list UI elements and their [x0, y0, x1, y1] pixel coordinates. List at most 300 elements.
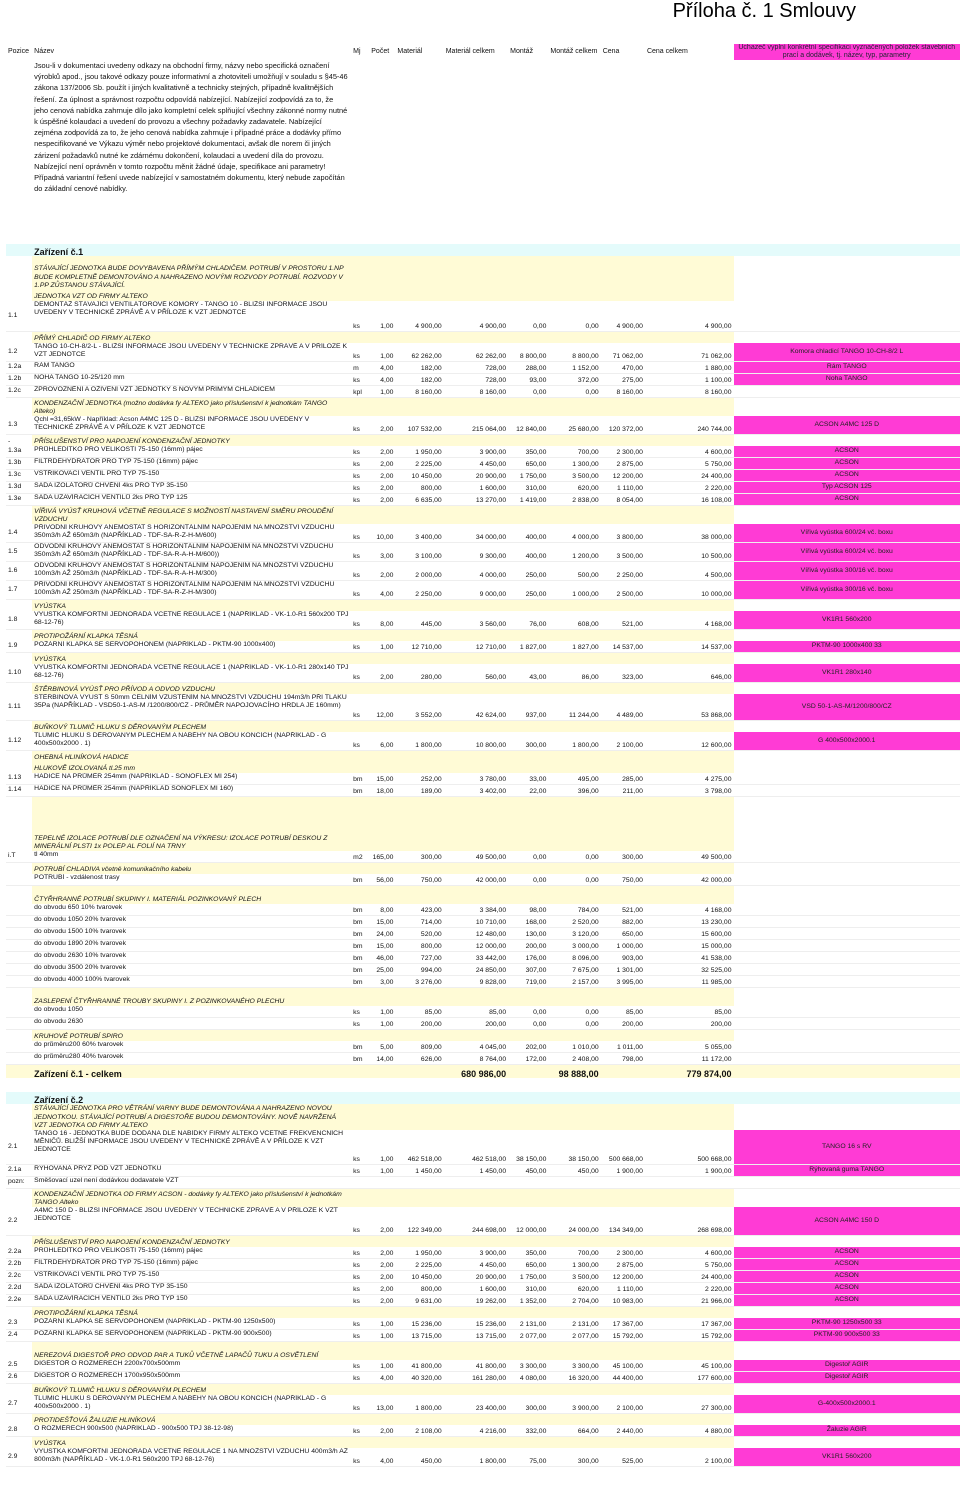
subheading-fill	[601, 762, 645, 773]
subheading-fill	[444, 506, 508, 525]
item-montaz: 93,00	[508, 374, 548, 386]
item-name: POŽÁRNÍ KLAPKA SE SERVOPOHONEM (NAPŘÍKLAD - PKTM-90 1000x400)	[32, 641, 351, 653]
item-spec-highlight: ACSON	[734, 1247, 960, 1259]
subheading-fill	[601, 653, 645, 665]
subheading-fill	[395, 506, 443, 525]
item-material: 3 100,00	[395, 543, 443, 562]
subheading-text: ŠTĚRBINOVÁ VYÚSŤ PRO PŘÍVOD A ODVOD VZDUCHU	[32, 683, 351, 695]
item-cena: 200,00	[601, 1018, 645, 1030]
item-spec-highlight: Žaluzie AGIR	[734, 1425, 960, 1437]
subheading-fill	[351, 506, 369, 525]
item-material-celkem: 200,00	[444, 1018, 508, 1030]
item-material-celkem: 42 000,00	[444, 874, 508, 886]
subheading-row	[6, 1414, 960, 1426]
subheading-fill	[444, 762, 508, 773]
col-nazev: Název	[34, 47, 54, 55]
item-material: 727,00	[395, 952, 443, 964]
item-material-celkem: 13 715,00	[444, 1330, 508, 1342]
subheading-fill	[645, 1414, 734, 1426]
row-pos	[6, 964, 32, 976]
subheading-fill	[601, 797, 645, 852]
item-material: 189,00	[395, 785, 443, 797]
item-material: 10 450,00	[395, 470, 443, 482]
subheading-fill	[508, 600, 548, 612]
item-mj: ks	[351, 562, 369, 581]
item-montaz-celkem: 0,00	[548, 1006, 600, 1018]
item-cena: 521,00	[601, 611, 645, 630]
row-note	[734, 1342, 960, 1361]
item-cena: 2 100,00	[601, 732, 645, 751]
subheading-fill	[601, 1307, 645, 1319]
item-montaz: 400,00	[508, 524, 548, 543]
subheading-fill	[395, 1384, 443, 1396]
item-montaz: 1 352,00	[508, 1295, 548, 1307]
section-title: Zařízení č.2	[32, 1092, 351, 1104]
item-spec	[734, 1053, 960, 1065]
item-material-celkem: 3 900,00	[444, 1247, 508, 1259]
item-name: ODVODNÍ KRUHOVÝ ANEMOSTAT S HORIZONTÁLNÍM NAPOJENÍM NA MNOŽSTVÍ VZDUCHU 350m3/h AŽ 650m3/h (NAPŘÍKLAD - TDF-SA-R-A-H-M/600))	[32, 543, 351, 562]
subheading-text: NEREZOVÁ DIGESTOŘ PRO ODVOD PAR A TUKŮ VČETNĚ LAPAČŮ TUKU A OSVĚTLENÍ	[32, 1342, 351, 1361]
item-montaz-celkem: 3 500,00	[548, 1271, 600, 1283]
item-montaz: 1 750,00	[508, 1271, 548, 1283]
subheading-fill	[444, 1384, 508, 1396]
subheading-fill	[351, 988, 369, 1007]
item-mj: ks	[351, 416, 369, 435]
item-material: 800,00	[395, 482, 443, 494]
item-pocet: 2,00	[369, 482, 395, 494]
subheading-fill	[645, 721, 734, 733]
item-row	[6, 362, 960, 374]
item-cena-celkem: 15 600,00	[645, 928, 734, 940]
item-mj: kpl	[351, 386, 369, 398]
subheading-fill	[508, 256, 548, 290]
item-montaz: 307,00	[508, 964, 548, 976]
row-pos: 2.7	[6, 1395, 32, 1414]
item-montaz-celkem: 620,00	[548, 1283, 600, 1295]
row-pos: 1.2	[6, 343, 32, 362]
item-row	[6, 1053, 960, 1065]
item-row	[6, 1207, 960, 1236]
col-pozice: Pozice	[8, 47, 30, 55]
subheading-row	[6, 721, 960, 733]
item-spec	[734, 851, 960, 863]
item-mj: ks	[351, 1207, 369, 1236]
item-spec	[734, 1041, 960, 1053]
item-cena: 3 500,00	[601, 543, 645, 562]
item-material-celkem: 33 442,00	[444, 952, 508, 964]
subheading-text: OHEBNÁ HLINÍKOVÁ HADICE	[32, 751, 351, 763]
item-montaz: 8 800,00	[508, 343, 548, 362]
row-pos: 2.1a	[6, 1165, 32, 1177]
item-cena: 120 372,00	[601, 416, 645, 435]
item-spec-highlight: PKTM-90 1250x500 33	[734, 1318, 960, 1330]
item-row	[6, 952, 960, 964]
item-montaz-celkem: 3 000,00	[548, 940, 600, 952]
subheading-fill	[444, 1030, 508, 1042]
subheading-row	[6, 886, 960, 905]
subheading-fill	[351, 630, 369, 642]
subheading-fill	[351, 435, 369, 447]
item-pocet: 4,00	[369, 374, 395, 386]
subheading-fill	[395, 600, 443, 612]
subheading-fill	[548, 863, 600, 875]
item-mj	[351, 1177, 369, 1189]
item-row	[6, 732, 960, 751]
item-material: 626,00	[395, 1053, 443, 1065]
subheading-fill	[444, 398, 508, 417]
row-pos	[6, 1030, 32, 1042]
subheading-fill	[601, 988, 645, 1007]
subheading-row	[6, 1307, 960, 1319]
subheading-fill	[351, 653, 369, 665]
item-montaz: 0,00	[508, 1006, 548, 1018]
item-cena: 2 300,00	[601, 1247, 645, 1259]
item-row	[6, 470, 960, 482]
item-pocet: 2,00	[369, 494, 395, 506]
total-label: Zařízení č.1 - celkem	[32, 1065, 351, 1079]
item-row	[6, 1395, 960, 1414]
subheading-fill	[369, 1414, 395, 1426]
row-pos	[6, 751, 32, 763]
col-pocet: Počet	[371, 47, 390, 55]
item-montaz: 38 150,00	[508, 1130, 548, 1165]
row-pos	[6, 1041, 32, 1053]
item-row	[6, 1425, 960, 1437]
item-montaz: 43,00	[508, 664, 548, 683]
subheading-row	[6, 435, 960, 447]
item-name: FILTRDEHYDRÁTOR PRO TYP 75-150 (16mm) pájec	[32, 458, 351, 470]
row-pos	[6, 600, 32, 612]
item-montaz: 4 080,00	[508, 1372, 548, 1384]
item-spec-highlight: G-400x500x2000.1	[734, 1395, 960, 1414]
item-montaz: 719,00	[508, 976, 548, 988]
item-mj: bm	[351, 916, 369, 928]
item-pocet: 2,00	[369, 1283, 395, 1295]
item-montaz: 650,00	[508, 1259, 548, 1271]
item-cena-celkem: 45 100,00	[645, 1360, 734, 1372]
intro-text: Jsou-li v dokumentaci uvedeny odkazy na obchodní firmy, názvy nebo specifická označení výrobků apod., jsou takové odkazy pouze informativní a zhotoviteli umožňují v souladu s §45-46 zákona 137/2006 Sb. použít i jiných kvalitativně a technicky stejných, případně kvalitnějších řešení. Za úplnost a správnost rozpočtu odpovídá nabízející. Nabízející zodpovídá za to, že jeho cenová nabídka zahrnuje dílo jako kompletní celek splňující všechny zákonné normy nutné k úspěšné kolaudaci a uvedení do provozu a všechny požadavky zadavatele. Nabízející zejména zodpovídá za to, že jeho cenová nabídka zahrnuje i případné práce a dodávky přímo nespecifikované ve Výkazu výměr nebo projektové dokumentaci, avšak dle norem či jiných zárizení požadavků nutné ke zdárnému dokončení, kolaudaci a uvedení díla do provozu. Nabízející není oprávněn v tomto rozpočtu měnit žádné údaje, specifikace ani parametry! Případná variantní řešení uvede nabízející v samostatném dokumentu, který nebude započítán do základní cenové nabídky.	[32, 60, 351, 244]
subheading-fill	[548, 332, 600, 344]
subheading-fill	[351, 683, 369, 695]
row-pos: 1.1	[6, 301, 32, 332]
item-mj: ks	[351, 1395, 369, 1414]
item-cena: 2 875,00	[601, 1259, 645, 1271]
row-pos: 1.7	[6, 581, 32, 600]
item-pocet: 8,00	[369, 904, 395, 916]
subheading-row	[6, 506, 960, 525]
item-pocet: 24,00	[369, 928, 395, 940]
total-m	[395, 1065, 443, 1079]
subheading-fill	[645, 1030, 734, 1042]
subheading-fill	[351, 332, 369, 344]
item-name: TANGO 10-CH-8/2-L - BLIŽŠÍ INFORMACE JSOU UVEDENY V TECHNICKÉ ZPRÁVĚ A V PŘÍLOZE K VZT JEDNOTCE	[32, 343, 351, 362]
item-mj: ks	[351, 1259, 369, 1271]
subheading-fill	[444, 332, 508, 344]
subheading-text: VYÚSTKA	[32, 653, 351, 665]
item-montaz: 33,00	[508, 773, 548, 785]
item-mj: ks	[351, 1271, 369, 1283]
item-pocet: 2,00	[369, 1259, 395, 1271]
item-montaz-celkem: 1 827,00	[548, 641, 600, 653]
item-cena: 2 500,00	[601, 581, 645, 600]
item-material-celkem: 4 216,00	[444, 1425, 508, 1437]
subheading-fill	[395, 762, 443, 773]
subheading-fill	[369, 1437, 395, 1449]
subheading-fill	[395, 1236, 443, 1248]
row-pos	[6, 1384, 32, 1396]
item-material-celkem: 4 450,00	[444, 1259, 508, 1271]
item-pocet: 14,00	[369, 1053, 395, 1065]
subheading-fill	[508, 1384, 548, 1396]
item-spec-highlight: Typ ACSON 125	[734, 482, 960, 494]
row-pos	[6, 976, 32, 988]
subheading-fill	[369, 988, 395, 1007]
item-pocet: 1,00	[369, 1006, 395, 1018]
row-pos	[6, 988, 32, 1007]
subheading-fill	[508, 721, 548, 733]
subheading-row	[6, 1189, 960, 1208]
item-cena: 525,00	[601, 1448, 645, 1467]
item-spec	[734, 1006, 960, 1018]
row-pos	[6, 256, 32, 290]
item-spec-highlight: VSD 50-1-AS-M/1200/800/CZ	[734, 694, 960, 721]
row-pos: i.T	[6, 851, 32, 863]
item-row	[6, 1372, 960, 1384]
row-note	[734, 751, 960, 763]
item-spec-highlight: Vířivá vyústka 300/16 vč. boxu	[734, 581, 960, 600]
subheading-fill	[369, 630, 395, 642]
subheading-fill	[548, 751, 600, 763]
item-cena-celkem: 21 966,00	[645, 1295, 734, 1307]
item-cena: 85,00	[601, 1006, 645, 1018]
item-cena-celkem: 1 100,00	[645, 374, 734, 386]
item-montaz-celkem: 38 150,00	[548, 1130, 600, 1165]
item-material: 40 320,00	[395, 1372, 443, 1384]
item-material: 182,00	[395, 374, 443, 386]
subheading-fill	[508, 332, 548, 344]
item-pocet: 5,00	[369, 1041, 395, 1053]
subheading-fill	[548, 630, 600, 642]
subheading-fill	[508, 1030, 548, 1042]
item-cena-celkem: 5 750,00	[645, 1259, 734, 1271]
item-mj: ks	[351, 470, 369, 482]
subheading-fill	[601, 683, 645, 695]
item-spec	[734, 1177, 960, 1189]
subheading-fill	[395, 653, 443, 665]
item-spec	[734, 785, 960, 797]
item-material-celkem	[444, 1177, 508, 1189]
subheading-fill	[508, 398, 548, 417]
subheading-fill	[601, 721, 645, 733]
subheading-fill	[351, 797, 369, 852]
item-montaz: 76,00	[508, 611, 548, 630]
subheading-fill	[645, 988, 734, 1007]
item-cena-celkem: 10 500,00	[645, 543, 734, 562]
header-note: Uchazeč vyplní konkrétní specifikaci vyznačených položek stavebních prací a dodávek, tj. název, typ, parametry	[734, 44, 960, 60]
item-cena: 3 995,00	[601, 976, 645, 988]
item-mj: ks	[351, 664, 369, 683]
item-spec-highlight: Rám TANGO	[734, 362, 960, 374]
item-pocet: 2,00	[369, 1247, 395, 1259]
subheading-fill	[548, 256, 600, 290]
subheading-fill	[395, 988, 443, 1007]
item-cena-celkem: 38 000,00	[645, 524, 734, 543]
subheading-fill	[444, 886, 508, 905]
subheading-fill	[395, 630, 443, 642]
subheading-fill	[351, 863, 369, 875]
item-row	[6, 1271, 960, 1283]
item-cena: 2 250,00	[601, 562, 645, 581]
item-mj: ks	[351, 1360, 369, 1372]
subheading-fill	[601, 256, 645, 290]
col-material-celkem: Materiál celkem	[445, 47, 495, 55]
subheading-fill	[351, 398, 369, 417]
item-material: 1 800,00	[395, 1395, 443, 1414]
subheading-fill	[444, 256, 508, 290]
item-montaz: 1 419,00	[508, 494, 548, 506]
item-spec	[734, 940, 960, 952]
item-material-celkem: 4 900,00	[444, 301, 508, 332]
subheading-fill	[351, 1236, 369, 1248]
row-pos	[6, 904, 32, 916]
subheading-row	[6, 1104, 960, 1130]
item-name: VYÚSTKA KOMFORTNÍ JEDNOŘADÁ VČETNĚ REGULACE 1 (NAPŘÍKLAD - VK-1.0-R1 560x200 TPJ 68-12-76)	[32, 611, 351, 630]
item-material-celkem: 3 402,00	[444, 785, 508, 797]
subheading-text: PROTIDEŠŤOVÁ ŽALUZIE HLINÍKOVÁ	[32, 1414, 351, 1426]
item-name: Směšovací uzel není dodávkou dodavatele VZT	[32, 1177, 351, 1189]
subheading-fill	[369, 1342, 395, 1361]
item-row	[6, 1295, 960, 1307]
item-name: RÁM TANGO	[32, 362, 351, 374]
total-cena-celkem: 779 874,00	[645, 1065, 734, 1079]
subheading-text: STÁVAJÍCÍ JEDNOTKA BUDE DOVYBAVENA PŘÍMÝM CHLADIČEM. POTRUBÍ V PROSTORU 1.NP BUDE KOMPLETNĚ DEMONTOVÁNO A NAHRAZENO NOVÝMI ROZVODY POTRUBÍ. ROZVODY V 1.PP ZŮSTANOU STÁVAJÍCÍ.	[32, 256, 351, 290]
item-montaz-celkem: 2 131,00	[548, 1318, 600, 1330]
item-cena: 2 875,00	[601, 458, 645, 470]
item-cena-celkem: 32 525,00	[645, 964, 734, 976]
item-pocet: 25,00	[369, 964, 395, 976]
subheading-fill	[601, 1030, 645, 1042]
item-pocet: 15,00	[369, 940, 395, 952]
item-name: VYÚSTKA KOMFORTNÍ JEDNOŘADÁ VČETNĚ REGULACE 1 (NAPŘÍKLAD - VK-1.0-R1 280x140 TPJ 68-12-76)	[32, 664, 351, 683]
subheading-fill	[508, 1437, 548, 1449]
row-pos	[6, 721, 32, 733]
item-pocet: 18,00	[369, 785, 395, 797]
item-cena: 2 100,00	[601, 1395, 645, 1414]
item-spec-highlight: ACSON	[734, 1283, 960, 1295]
subheading-fill	[601, 886, 645, 905]
item-spec-highlight: ACSON	[734, 1295, 960, 1307]
page-title: Příloha č. 1 Smlouvy	[672, 0, 856, 22]
item-material-celkem: 41 800,00	[444, 1360, 508, 1372]
subheading-text: VYÚSTKA	[32, 1437, 351, 1449]
item-spec-highlight: ACSON	[734, 494, 960, 506]
item-material-celkem: 1 800,00	[444, 1448, 508, 1467]
total-montaz-celkem: 98 888,00	[548, 1065, 600, 1079]
subheading-fill	[395, 1189, 443, 1208]
row-pos	[6, 797, 32, 852]
row-pos: 1.5	[6, 543, 32, 562]
item-cena: 4 489,00	[601, 694, 645, 721]
subheading-fill	[508, 762, 548, 773]
item-mj: ks	[351, 494, 369, 506]
item-material: 445,00	[395, 611, 443, 630]
item-row	[6, 343, 960, 362]
item-cena: 14 537,00	[601, 641, 645, 653]
subheading-fill	[601, 1414, 645, 1426]
item-cena: 211,00	[601, 785, 645, 797]
item-name: do obvodu 3500 20% tvarovek	[32, 964, 351, 976]
item-cena-celkem: 4 900,00	[645, 301, 734, 332]
subheading-fill	[395, 683, 443, 695]
subheading-fill	[645, 797, 734, 852]
row-pos	[6, 290, 32, 301]
item-material: 1 950,00	[395, 1247, 443, 1259]
item-pocet: 2,00	[369, 562, 395, 581]
item-material: 800,00	[395, 1283, 443, 1295]
section-row	[6, 244, 960, 256]
subheading-fill	[351, 1437, 369, 1449]
item-row	[6, 374, 960, 386]
row-pos: 2.9	[6, 1448, 32, 1467]
item-material-celkem: 62 262,00	[444, 343, 508, 362]
row-pos: 1.3c	[6, 470, 32, 482]
item-pocet: 46,00	[369, 952, 395, 964]
subheading-fill	[444, 1236, 508, 1248]
row-pos: 1.3d	[6, 482, 32, 494]
item-montaz-celkem: 11 244,00	[548, 694, 600, 721]
subheading-text: PŘÍSLUŠENSTVÍ PRO NAPOJENÍ KONDENZAČNÍ JEDNOTKY	[32, 1236, 351, 1248]
item-spec-highlight: Digestoř AGIR	[734, 1372, 960, 1384]
subheading-fill	[548, 398, 600, 417]
subheading-fill	[601, 600, 645, 612]
item-pocet: 6,00	[369, 732, 395, 751]
item-spec	[734, 904, 960, 916]
item-cena: 1 301,00	[601, 964, 645, 976]
row-note	[734, 797, 960, 852]
item-name: DIGESTOŘ O ROZMĚRECH 2200x700x500mm	[32, 1360, 351, 1372]
item-name: PŘIVODNÍ KRUHOVÝ ANEMOSTAT S HORIZONTÁLNÍM NAPOJENÍM NA MNOŽSTVÍ VZDUCHU 350m3/h AŽ 650m3/h (NAPŘÍKLAD - TDF-SA-R-Z-H-M/600)	[32, 524, 351, 543]
subheading-fill	[444, 751, 508, 763]
item-name: SADA IZOLÁTORŮ CHVĚNÍ 4ks PRO TYP 35-150	[32, 482, 351, 494]
header-row	[6, 44, 960, 60]
subheading-fill	[351, 1384, 369, 1396]
item-material: 2 000,00	[395, 562, 443, 581]
subheading-fill	[548, 1104, 600, 1130]
item-material: 3 276,00	[395, 976, 443, 988]
subheading-fill	[601, 863, 645, 875]
item-mj: ks	[351, 482, 369, 494]
row-pos	[6, 1189, 32, 1208]
item-pocet: 1,00	[369, 1165, 395, 1177]
item-spec	[734, 773, 960, 785]
item-spec-highlight: ACSON A4MC 150 D	[734, 1207, 960, 1236]
item-pocet: 4,00	[369, 362, 395, 374]
subheading-row	[6, 683, 960, 695]
item-material-celkem: 4 045,00	[444, 1041, 508, 1053]
row-pos: 2.8	[6, 1425, 32, 1437]
subheading-fill	[548, 506, 600, 525]
subheading-fill	[548, 1384, 600, 1396]
item-pocet: 13,00	[369, 1395, 395, 1414]
row-note	[734, 653, 960, 665]
total-mj	[351, 1065, 369, 1079]
item-cena: 15 792,00	[601, 1330, 645, 1342]
subheading-fill	[395, 290, 443, 301]
subheading-row	[6, 1437, 960, 1449]
item-material: 13 715,00	[395, 1330, 443, 1342]
item-pocet: 1,00	[369, 641, 395, 653]
subheading-text: PŘÍSLUŠENSTVÍ PRO NAPOJENÍ KONDENZAČNÍ JEDNOTKY	[32, 435, 351, 447]
